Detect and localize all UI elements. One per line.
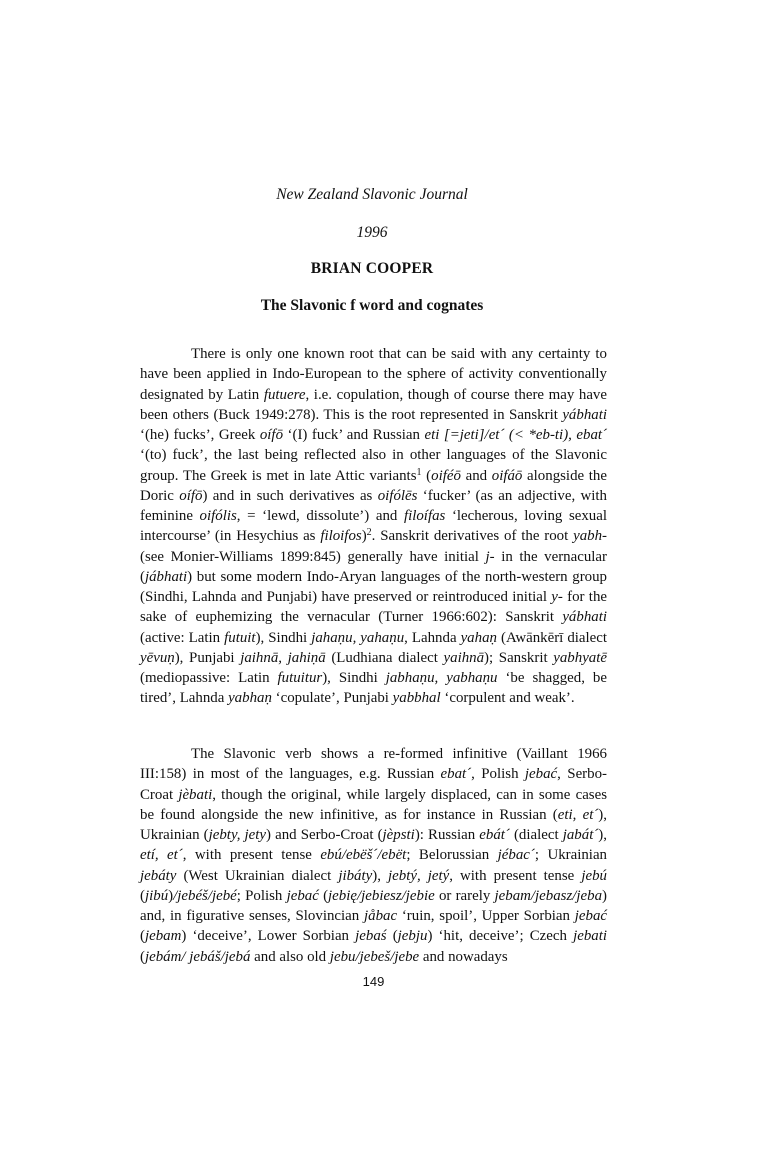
text-run: ) and, in figurative senses, Slovincian bbox=[140, 887, 608, 924]
text-run: ( bbox=[421, 467, 432, 484]
italic-term: yabh- bbox=[573, 528, 607, 545]
footnote-marker: 1 bbox=[416, 466, 422, 478]
italic-term: yabbhal bbox=[392, 690, 441, 707]
italic-term: jebać bbox=[524, 766, 558, 783]
text-run: (mediopassive: Latin bbox=[140, 670, 278, 686]
italic-term: futuitur bbox=[277, 670, 323, 686]
text-run: , Polish bbox=[471, 766, 525, 783]
author-name: BRIAN COOPER bbox=[310, 260, 434, 277]
text-run: The Slavonic verb shows a re-formed infinitive (Vaillant 1966 III:158) in most of the languages, e.g. Russian bbox=[140, 746, 607, 783]
italic-term: j- bbox=[485, 548, 495, 565]
text-run: (West Ukrainian dialect bbox=[176, 867, 339, 884]
italic-term: yábhati bbox=[562, 406, 607, 423]
text-run: ) and in such derivatives as bbox=[202, 487, 378, 504]
text-run: , though the original, while largely displaced, can in some cases be found alongside the new infinitive, as for instance in Russian ( bbox=[140, 786, 607, 823]
text-run: (see Monier-Williams 1899:845) generally have initial bbox=[140, 548, 486, 565]
text-run: ) and Serbo-Croat ( bbox=[266, 827, 383, 843]
italic-term: yábhati bbox=[562, 609, 607, 626]
text-run: , with present tense bbox=[182, 847, 321, 864]
italic-term: eti, et´ bbox=[557, 806, 599, 823]
italic-term: oífō bbox=[179, 487, 203, 504]
text-run: , with present tense bbox=[449, 867, 582, 884]
text-run: (Awānkērī dialect bbox=[496, 629, 607, 646]
italic-term: jebam/jebasz/jeba bbox=[494, 887, 603, 904]
text-run: ; Ukrainian bbox=[534, 847, 607, 864]
italic-term: jebty, jety bbox=[208, 827, 267, 843]
paragraph-text bbox=[140, 344, 607, 709]
italic-term: jebać bbox=[286, 887, 319, 904]
text-run: ; Polish bbox=[236, 887, 287, 904]
text-run: ) ‘deceive’, Lower Sorbian bbox=[181, 928, 356, 945]
text-run: ): Russian bbox=[414, 827, 480, 843]
text-run: ‘be shagged, be tired’, Lahnda bbox=[140, 670, 607, 707]
italic-term: jebtý, jetý bbox=[388, 867, 450, 884]
italic-term: jebati bbox=[573, 928, 607, 945]
text-run: ( bbox=[386, 928, 398, 945]
text-run: ), Punjabi bbox=[174, 649, 241, 666]
italic-term: /jebéš/jebé bbox=[173, 887, 237, 904]
italic-term: jibáty bbox=[338, 867, 373, 884]
italic-term: oifólis bbox=[199, 508, 237, 524]
text-run: , Serbo-Croat bbox=[140, 766, 607, 803]
italic-term: filoifos bbox=[320, 528, 362, 545]
paragraph-text bbox=[140, 744, 607, 967]
italic-term: jebaś bbox=[355, 928, 387, 945]
text-run: , Lahnda bbox=[404, 629, 461, 646]
text-run: and bbox=[460, 467, 492, 484]
italic-term: jaihnā, jahiṇā bbox=[240, 649, 326, 666]
text-run: (Ludhiana dialect bbox=[325, 649, 444, 666]
text-run: or rarely bbox=[434, 887, 495, 904]
italic-term: oifáō bbox=[491, 467, 523, 484]
italic-term: jebáty bbox=[140, 867, 177, 884]
italic-term: futuere bbox=[263, 386, 306, 403]
italic-term: ebat´ bbox=[440, 766, 472, 783]
text-run: ), Ukrainian ( bbox=[140, 806, 607, 843]
text-run: ( bbox=[140, 948, 145, 965]
text-run: ) bbox=[168, 887, 174, 904]
text-run: for the sake of euphemizing the vernacular (Turner 1966:602): Sanskrit bbox=[140, 589, 607, 626]
italic-term: jibú bbox=[144, 887, 169, 904]
text-run: ); Sanskrit bbox=[484, 649, 554, 666]
text-run: ), bbox=[598, 827, 607, 843]
italic-term: jabhaṇu, yabhaṇu bbox=[385, 670, 498, 686]
text-run: ‘corpulent and weak’. bbox=[440, 690, 575, 707]
text-run: ) bbox=[361, 528, 367, 545]
italic-term: jèbati bbox=[178, 786, 213, 803]
text-run: ( bbox=[140, 928, 145, 945]
italic-term: ebát´ bbox=[479, 827, 510, 843]
page-number: 149 bbox=[362, 974, 385, 989]
italic-term: yahaṇ bbox=[460, 629, 497, 646]
text-run: , = ‘lewd, dissolute’) and bbox=[236, 508, 404, 524]
italic-term: futuit bbox=[224, 629, 256, 646]
italic-term: ebú/ebëš´/ebët bbox=[320, 847, 407, 864]
italic-term: jabát´ bbox=[562, 827, 599, 843]
text-run: ), Sindhi bbox=[255, 629, 312, 646]
italic-term: jebám/ jebáš/jebá bbox=[144, 948, 251, 965]
journal-name: New Zealand Slavonic Journal bbox=[276, 186, 468, 203]
text-run: ‘(he) fucks’, Greek bbox=[140, 427, 260, 443]
article-title: The Slavonic f word and cognates bbox=[260, 297, 484, 314]
text-run: ) ‘hit, deceive’; Czech bbox=[427, 928, 574, 945]
italic-term: oífō bbox=[259, 427, 284, 443]
italic-term: jebię/jebiesz/jebie bbox=[328, 887, 435, 904]
text-run: . Sanskrit derivatives of the root bbox=[371, 528, 574, 545]
italic-term: jebú bbox=[581, 867, 607, 884]
italic-term: oiféō bbox=[431, 467, 461, 484]
text-run: ) but some modern Indo-Aryan languages of the north-western group (Sindhi, Lahnda and Punjabi) have preserved or reintroduced initial bbox=[140, 568, 607, 605]
body-paragraph-1 bbox=[140, 344, 607, 709]
text-run: ‘(to) fuck’, the last being reflected also in other languages of the Slavonic group. The Greek is met in late Attic variants bbox=[140, 447, 607, 484]
italic-term: eti [=jeti]/et´ (< *eb-ti), ebat´ bbox=[424, 427, 608, 443]
text-run: ‘ruin, spoil’, Upper Sorbian bbox=[397, 908, 575, 924]
text-run: ; Belorussian bbox=[406, 847, 498, 864]
italic-term: jábhati bbox=[144, 568, 188, 585]
text-run: ), Sindhi bbox=[322, 670, 386, 686]
text-run: alongside the Doric bbox=[140, 467, 607, 504]
italic-term: jebać bbox=[574, 908, 607, 924]
text-run: There is only one known root that can be said with any certainty to have been applied in Indo-European to the sphere of activity conventionally designated by Latin bbox=[140, 346, 607, 403]
italic-term: jèpsti bbox=[382, 827, 415, 843]
italic-term: y- bbox=[551, 589, 563, 605]
italic-term: jebju bbox=[397, 928, 428, 945]
text-run: ‘fucker’ (as an adjective, with feminine bbox=[140, 487, 608, 524]
italic-term: jåbac bbox=[363, 908, 398, 924]
text-run: ( bbox=[140, 887, 145, 904]
italic-term: jahaṇu, yahaṇu bbox=[311, 629, 405, 646]
italic-term: yēvuṇ bbox=[140, 649, 175, 666]
italic-term: etí, et´ bbox=[140, 847, 183, 864]
italic-term: oifólēs bbox=[377, 487, 418, 504]
text-run: (dialect bbox=[509, 827, 563, 843]
italic-term: yaihnā bbox=[443, 649, 485, 666]
text-run: ), bbox=[372, 867, 388, 884]
text-run: ‘lecherous, loving sexual intercourse’ (in Hesychius as bbox=[140, 508, 607, 545]
text-run: (active: Latin bbox=[140, 629, 225, 646]
italic-term: jebam bbox=[144, 928, 182, 945]
text-run: ( bbox=[318, 887, 329, 904]
italic-term: jébac´ bbox=[497, 847, 535, 864]
publication-year: 1996 bbox=[356, 224, 388, 241]
italic-term: jebu/jebeš/jebe bbox=[329, 948, 420, 965]
footnote-marker: 2 bbox=[366, 527, 372, 539]
text-run: ‘(I) fuck’ and Russian bbox=[283, 427, 425, 443]
text-run: and nowadays bbox=[419, 948, 508, 965]
italic-term: filoífas bbox=[403, 508, 446, 524]
text-run: in the vernacular ( bbox=[140, 548, 607, 585]
text-run: ‘copulate’, Punjabi bbox=[271, 690, 393, 707]
body-paragraph-2 bbox=[140, 744, 607, 967]
italic-term: yabhaṇ bbox=[228, 690, 272, 707]
italic-term: yabhyatē bbox=[553, 649, 607, 666]
text-run: and also old bbox=[250, 948, 330, 965]
text-run: , i.e. copulation, though of course there may have been others (Buck 1949:278). This is the root represented in Sanskrit bbox=[140, 386, 607, 423]
